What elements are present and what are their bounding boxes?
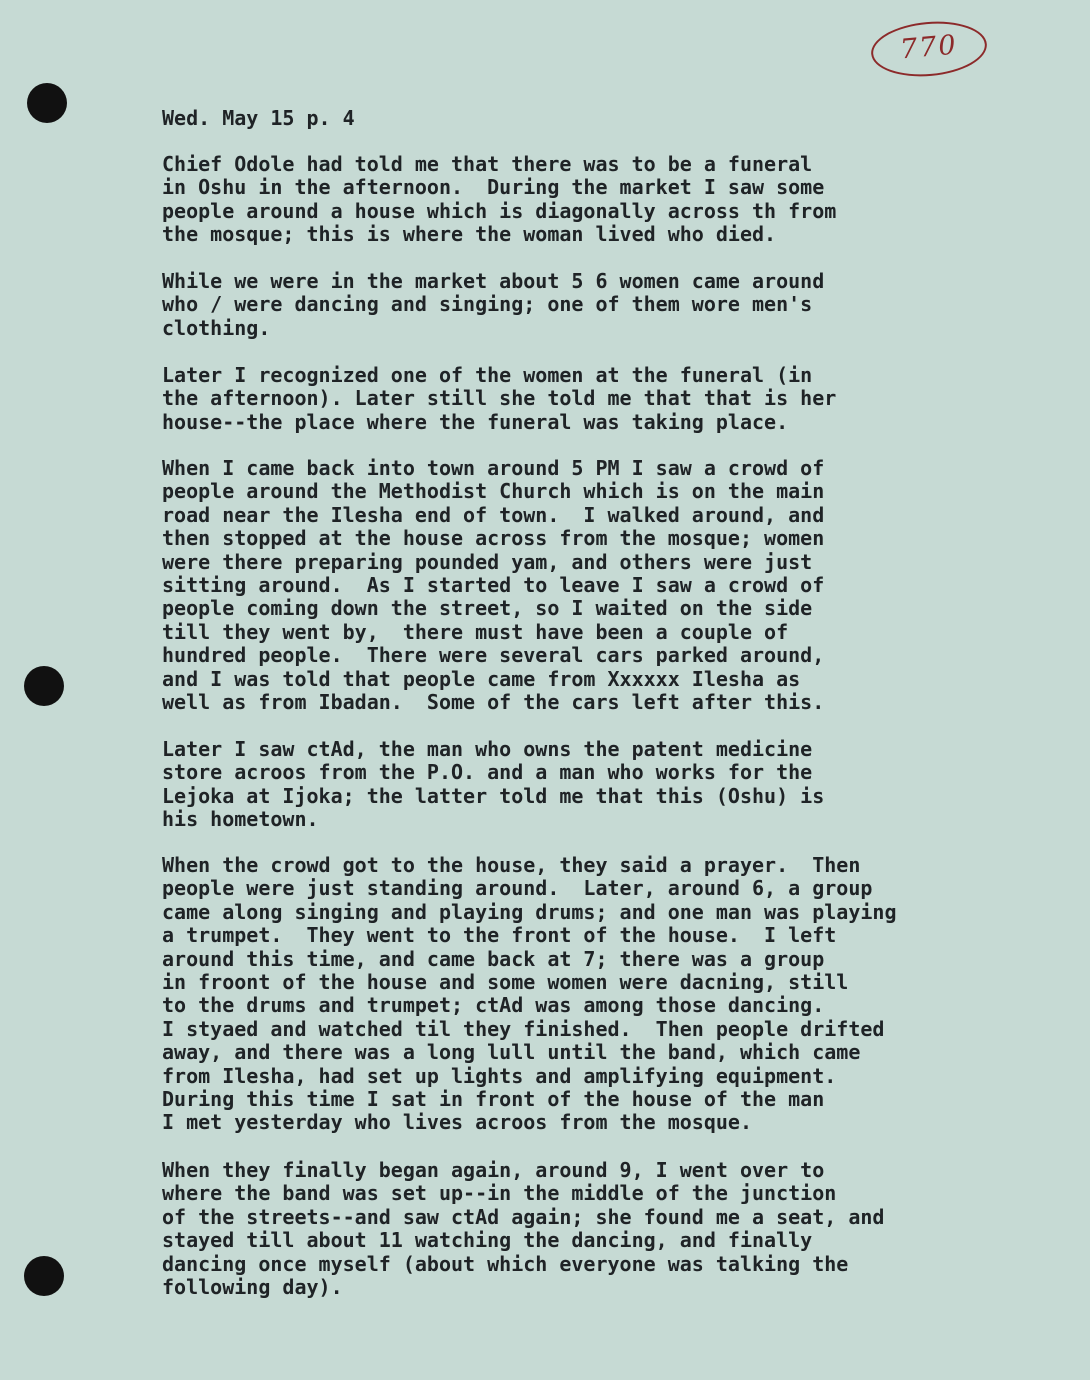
- text-line: When I came back into town around 5 PM I saw a crowd of: [162, 456, 825, 480]
- text-line: were there preparing pounded yam, and others were just: [162, 549, 813, 574]
- text-line: well as from Ibadan. Some of the cars left after this.: [162, 690, 825, 714]
- text-line: people around a house which is diagonally across th from: [162, 198, 837, 223]
- text-line: clothing.: [162, 315, 271, 340]
- text-line: and I was told that people came from Xxxxxx Ilesha as: [162, 666, 801, 691]
- binder-hole-top: [27, 83, 67, 123]
- text-line: stayed till about 11 watching the dancing, and finally: [162, 1228, 813, 1253]
- text-line: his hometown.: [162, 807, 319, 832]
- text-line: who / were dancing and singing; one of them wore men's: [162, 292, 813, 317]
- text-line: the afternoon). Later still she told me that that is her: [162, 386, 837, 411]
- text-line: of the streets--and saw ctAd again; she found me a seat, and: [162, 1204, 885, 1229]
- text-line: Chief Odole had told me that there was to be a funeral: [162, 152, 813, 176]
- text-line: following day).: [162, 1275, 343, 1299]
- text-line: away, and there was a long lull until the band, which came: [162, 1040, 861, 1065]
- text-line: dancing once myself (about which everyone was talking the: [162, 1251, 849, 1276]
- text-line: I met yesterday who lives acroos from the mosque.: [162, 1110, 753, 1135]
- text-line: While we were in the market about 5 6 women came around: [162, 269, 825, 293]
- text-line: Later I recognized one of the women at the funeral (in: [162, 363, 813, 387]
- text-line: then stopped at the house across from the mosque; women: [162, 526, 825, 551]
- text-line: I styaed and watched til they finished. Then people drifted: [162, 1016, 885, 1041]
- text-line: store acroos from the P.O. and a man who works for the: [162, 760, 813, 785]
- circled-page-number: [869, 17, 989, 81]
- text-line: house--the place where the funeral was taking place.: [162, 409, 789, 434]
- text-line: Lejoka at Ijoka; the latter told me that this (Oshu) is: [162, 783, 825, 808]
- text-line: road near the Ilesha end of town. I walked around, and: [162, 502, 825, 527]
- text-line: During this time I sat in front of the house of the man: [162, 1087, 825, 1111]
- text-line: came along singing and playing drums; and one man was playing: [162, 899, 897, 924]
- text-line: Later I saw ctAd, the man who owns the patent medicine: [162, 737, 813, 761]
- text-line: sitting around. As I started to leave I saw a crowd of: [162, 573, 825, 597]
- page-header: Wed. May 15 p. 4: [162, 106, 355, 130]
- text-line: till they went by, there must have been a couple of: [162, 619, 789, 644]
- binder-hole-middle: [24, 666, 64, 706]
- text-line: the mosque; this is where the woman lived who died.: [162, 222, 777, 247]
- text-line: When they finally began again, around 9, I went over to: [162, 1158, 825, 1182]
- text-line: people around the Methodist Church which is on the main: [162, 479, 825, 504]
- text-line: where the band was set up--in the middle of the junction: [162, 1181, 837, 1206]
- text-line: hundred people. There were several cars parked around,: [162, 643, 825, 668]
- text-line: a trumpet. They went to the front of the house. I left: [162, 923, 837, 948]
- text-line: in froont of the house and some women were dacning, still: [162, 970, 849, 994]
- text-line: people were just standing around. Later, around 6, a group: [162, 876, 873, 901]
- text-line: around this time, and came back at 7; there was a group: [162, 946, 825, 971]
- page-number-text: 770: [898, 29, 959, 66]
- text-line: in Oshu in the afternoon. During the market I saw some: [162, 175, 825, 200]
- text-line: people coming down the street, so I waited on the side: [162, 596, 813, 621]
- text-line: When the crowd got to the house, they said a prayer. Then: [162, 853, 861, 877]
- text-line: from Ilesha, had set up lights and amplifying equipment.: [162, 1063, 837, 1088]
- binder-hole-bottom: [24, 1256, 64, 1296]
- text-line: to the drums and trumpet; ctAd was among those dancing.: [162, 993, 825, 1018]
